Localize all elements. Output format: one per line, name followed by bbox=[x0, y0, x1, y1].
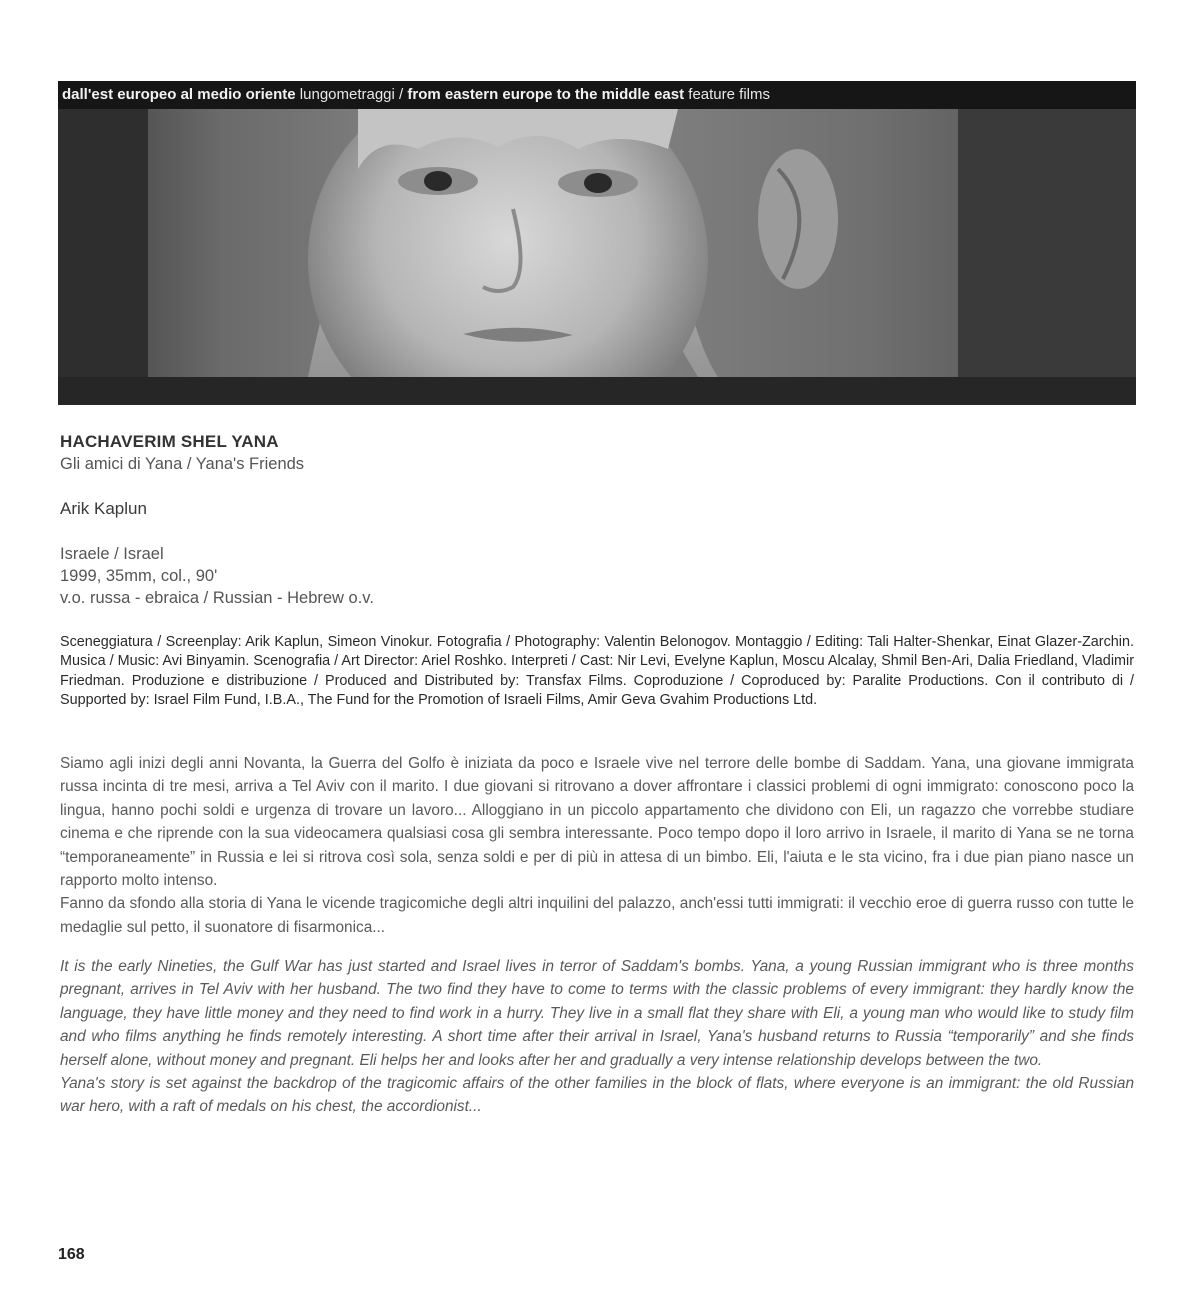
film-credits: Sceneggiatura / Screenplay: Arik Kaplun, Simeon Vinokur. Fotografia / Photography: Valentin Belonogov. Montaggio / Editing: Tali Halter-Shenkar, Einat Glazer-Zarchin. Musica / Music: Avi Binyamin. Scenografia / Art Director: Ariel Roshko. Interpreti / Cast: Nir Levi, Evelyne Kaplun, Moscu Alcalay, Shmil Ben-Ari, Dalia Friedland, Vladimir Friedman. Produzione e distribuzione / Produced and Distributed by: Transfax Films. Coproduzione / Coproduced by: Paralite Productions. Con il contributo di / Supported by: Israel Film Fund, I.B.A., The Fund for the Promotion of Israeli Films, Amir Geva Gvahim Productions Ltd. bbox=[60, 634, 1134, 709]
film-still-photo bbox=[58, 109, 1136, 377]
film-info bbox=[60, 543, 374, 609]
film-language: v.o. russa - ebraica / Russian - Hebrew o.v. bbox=[60, 589, 374, 607]
section-header bbox=[58, 81, 1136, 109]
film-country: Israele / Israel bbox=[60, 545, 164, 563]
film-still-banner bbox=[58, 81, 1136, 405]
section-it-light: lungometraggi / bbox=[299, 86, 404, 103]
film-specs: 1999, 35mm, col., 90' bbox=[60, 567, 218, 585]
synopsis-english bbox=[60, 955, 1134, 1119]
synopsis-en-paragraph: Yana's story is set against the backdrop of the tragicomic affairs of the other families in the block of flats, where everyone is an immigrant: the old Russian war hero, with a raft of medals on his chest, the accordionist... bbox=[60, 1075, 1134, 1116]
film-subtitle: Gli amici di Yana / Yana's Friends bbox=[60, 455, 305, 473]
synopsis-it-paragraph: Fanno da sfondo alla storia di Yana le vicende tragicomiche degli altri inquilini del palazzo, anch'essi tutti immigrati: il vecchio eroe di guerra russo con tutte le medaglie sul petto, il suonatore di fisarmonica... bbox=[60, 895, 1134, 936]
page-number: 168 bbox=[58, 1246, 85, 1263]
section-it-bold: dall'est europeo al medio oriente bbox=[62, 86, 296, 103]
film-director: Arik Kaplun bbox=[60, 499, 147, 518]
section-en-bold: from eastern europe to the middle east bbox=[407, 86, 685, 103]
synopsis-italian bbox=[60, 752, 1134, 939]
film-title: HACHAVERIM SHEL YANA bbox=[60, 432, 279, 451]
synopsis-it-paragraph: Siamo agli inizi degli anni Novanta, la Guerra del Golfo è iniziata da poco e Israele vive nel terrore delle bombe di Saddam. Yana, una giovane immigrata russa incinta di tre mesi, arriva a Tel Aviv con il marito. I due giovani si ritrovano a dover affrontare i classici problemi di ogni immigrato: conoscono poco la lingua, hanno pochi soldi e urgenza di trovare un lavoro... Alloggiano in un piccolo appartamento che dividono con Eli, un ragazzo che vorrebbe studiare cinema e che riprende con la sua videocamera qualsiasi cosa gli sembra interessante. Poco tempo dopo il loro arrivo in Israele, il marito di Yana se ne torna “temporaneamente” in Russia e lei si ritrova così sola, senza soldi e per di più in attesa di un bimbo. Eli, l'aiuta e le sta vicino, fra i due pian piano nasce un rapporto molto intenso. bbox=[60, 755, 1134, 890]
section-en-light: feature films bbox=[688, 86, 770, 103]
synopsis-en-paragraph: It is the early Nineties, the Gulf War has just started and Israel lives in terror of Saddam's bombs. Yana, a young Russian immigrant who is three months pregnant, arrives in Tel Aviv with her husband. The two find they have to come to terms with the classic problems of every immigrant: they hardly know the language, they have little money and they need to find work in a hurry. They live in a small flat they share with Eli, a young man who would like to study film and who films anything he finds remotely interesting. A short time after their arrival in Israel, Yana's husband returns to Russia “temporarily” and she finds herself alone, without money and pregnant. Eli helps her and looks after her and gradually a very intense relationship develops between the two. bbox=[60, 958, 1134, 1069]
banner-bottom-strip bbox=[58, 377, 1136, 405]
